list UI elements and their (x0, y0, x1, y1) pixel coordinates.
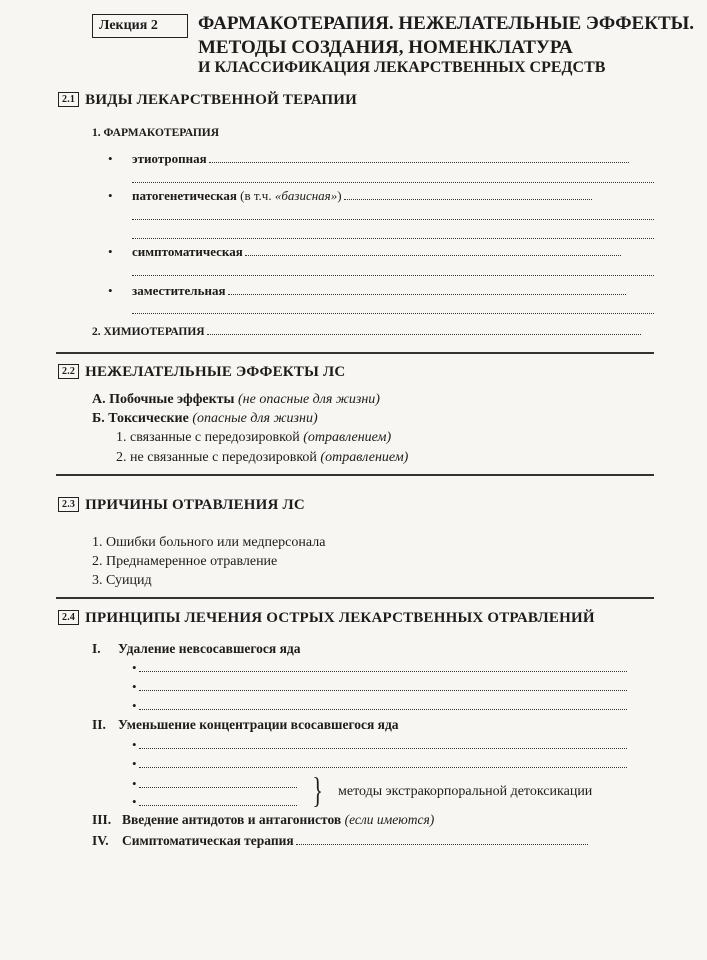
lecture-title-line-1: ФАРМАКОТЕРАПИЯ. НЕЖЕЛАТЕЛЬНЫЕ ЭФФЕКТЫ. (198, 13, 695, 34)
section-title: ПРИНЦИПЫ ЛЕЧЕНИЯ ОСТРЫХ ЛЕКАРСТВЕННЫХ ОТРАВЛЕНИЙ (85, 610, 595, 626)
section-title: НЕЖЕЛАТЕЛЬНЫЕ ЭФФЕКТЫ ЛС (85, 364, 346, 380)
therapy-type-label: патогенетическая (132, 188, 237, 203)
list-item (108, 283, 626, 299)
bullet-icon: • (132, 794, 137, 809)
section-2-4-heading (58, 610, 595, 627)
bullet-icon: • (108, 244, 113, 259)
section-2-2-heading (58, 364, 345, 381)
effect-a-label: А. Побочные эффекты (92, 392, 235, 407)
therapy-type-label: этиотропная (132, 151, 207, 166)
bullet-icon: • (108, 151, 113, 166)
section-title: ПРИЧИНЫ ОТРАВЛЕНИЯ ЛС (85, 497, 305, 513)
principle-2 (92, 717, 399, 733)
detox-methods-note: методы экстракорпоральной детоксикации (338, 784, 593, 799)
principle-3-note: (если имеются) (344, 812, 435, 827)
subheading-chemotherapy (92, 326, 641, 338)
effect-b-2 (116, 450, 408, 466)
list-item (132, 776, 297, 792)
principle-1 (92, 641, 300, 657)
section-title: ВИДЫ ЛЕКАРСТВЕННОЙ ТЕРАПИИ (85, 92, 357, 108)
list-item (132, 737, 627, 753)
effect-b-2-text: 2. не связанные с передозировкой (116, 450, 317, 465)
effect-b (92, 411, 318, 427)
effect-b-1-note: (отравлением) (303, 430, 392, 445)
bullet-icon: • (132, 660, 137, 675)
effect-b-1-text: 1. связанные с передозировкой (116, 430, 300, 445)
lecture-title-line-3: И КЛАССИФИКАЦИЯ ЛЕКАРСТВЕННЫХ СРЕДСТВ (198, 59, 606, 76)
section-number-box: 2.4 (58, 610, 79, 625)
subheading-pharmacotherapy: 1. ФАРМАКОТЕРАПИЯ (92, 127, 220, 139)
effect-b-2-note: (отравлением) (320, 450, 409, 465)
principle-4 (92, 833, 588, 849)
principle-3 (92, 812, 434, 828)
section-2-1-heading (58, 92, 357, 109)
list-item (132, 794, 297, 810)
therapy-note-close: ) (337, 188, 342, 203)
list-item: 2. Преднамеренное отравление (92, 554, 278, 569)
brace-icon: } (312, 770, 323, 810)
list-item: 3. Суицид (92, 573, 152, 588)
effect-b-note: (опасные для жизни) (192, 411, 318, 426)
principle-2-text: Уменьшение концентрации всосавшегося яда (118, 717, 399, 732)
section-number-box: 2.3 (58, 497, 79, 512)
section-2-3-heading (58, 497, 305, 514)
bullet-icon: • (132, 756, 137, 771)
lecture-title-line-2: МЕТОДЫ СОЗДАНИЯ, НОМЕНКЛАТУРА (198, 37, 573, 58)
principle-3-text: Введение антидотов и антагонистов (122, 812, 342, 827)
list-item (132, 679, 627, 695)
therapy-type-label: симптоматическая (132, 244, 243, 259)
principle-1-text: Удаление невсосавшегося яда (118, 641, 301, 656)
effect-a-note: (не опасные для жизни) (238, 392, 380, 407)
therapy-note-italic: «базисная» (274, 188, 338, 203)
divider (56, 474, 654, 476)
principle-4-text: Симптоматическая терапия (122, 833, 294, 848)
bullet-icon: • (132, 679, 137, 694)
effect-a (92, 392, 380, 408)
list-item: 1. Ошибки больного или медперсонала (92, 535, 326, 550)
effect-b-label: Б. Токсические (92, 411, 189, 426)
divider (56, 352, 654, 354)
list-item (132, 756, 627, 772)
bullet-icon: • (132, 737, 137, 752)
list-item (132, 660, 627, 676)
principle-4-num: IV. (92, 833, 109, 848)
list-item (108, 244, 621, 260)
list-item (132, 698, 627, 714)
chemotherapy-label: 2. ХИМИОТЕРАПИЯ (92, 326, 205, 338)
therapy-type-label: заместительная (132, 283, 226, 298)
section-number-box: 2.2 (58, 364, 79, 379)
principle-3-num: III. (92, 812, 112, 827)
effect-b-1 (116, 430, 391, 446)
bullet-icon: • (108, 283, 113, 298)
list-item (108, 188, 592, 204)
principle-2-num: II. (92, 717, 106, 732)
section-number-box: 2.1 (58, 92, 79, 107)
bullet-icon: • (132, 698, 137, 713)
lecture-label: Лекция 2 (92, 14, 188, 38)
divider (56, 597, 654, 599)
list-item (108, 151, 629, 167)
principle-1-num: I. (92, 641, 101, 656)
bullet-icon: • (132, 776, 137, 791)
bullet-icon: • (108, 188, 113, 203)
therapy-note: (в т.ч. (240, 188, 275, 203)
